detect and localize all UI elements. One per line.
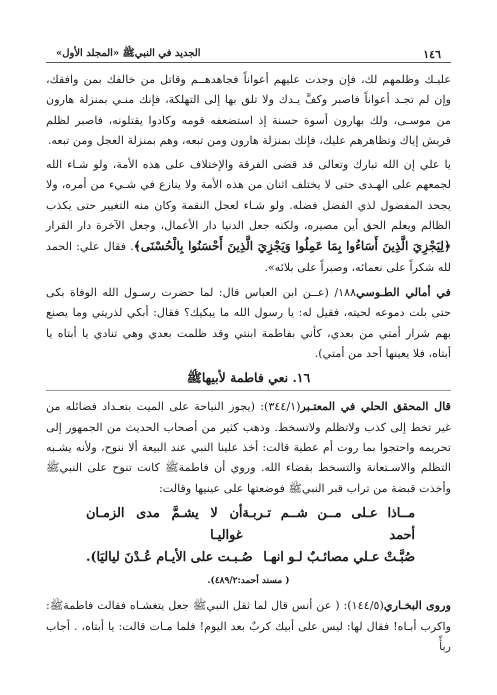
body-text [46, 70, 451, 661]
hemistich-1b: أن لا يشـمَّ مدى الزمـان غواليـا [86, 505, 243, 543]
paragraph-5 [46, 595, 451, 657]
source-bukhari: وروى البخـاري [383, 598, 451, 613]
hemistich-2b: صُـبـت على الأيـام عُـدْنَ لياليَا). [86, 549, 253, 565]
header-rule [46, 62, 451, 63]
paragraph-3-text: ١٨٨/ (عــن ابن العباس قال: لما حضرت رسـول الله الوفاة بكى حتى بلت دموعه لحيته، فقيل له: يا رسول الله ما يبكيك؟ فقال: أبكي لذريتي وما يصنع بهم شرار أمتي من بعدي، كأني بفاطمة ابنتي وقد ظلمت بعدي وهي تنادي يا أبتاه يا أبتاه، فلا يعينها أحد من أمتي). [46, 285, 451, 360]
verse-reference: ( مسند أحمد:٤٨٩/٢). [207, 575, 290, 586]
hemistich-2a: صُبَّـتْ عـلي مصائـبٌ لـو انهـا [263, 549, 415, 565]
source-muhaqqiq-hilli: قال المحقق الحلي في المعتـبر [300, 399, 451, 414]
section-title: ١٦. نعي فاطمة لأبيهاﷺ [186, 370, 311, 386]
source-amali-tusi: في أمالي الطـوسي [356, 284, 451, 299]
running-title: الجديد في النبيﷺ «المجلد الأول» [56, 48, 201, 59]
section-rule [46, 390, 451, 391]
paragraph-4-text: (٣٤٤/١): (يجوز النياحة على الميت بتعـداد فضائله من غير تخط إلى كذب ولاتظلم ولاتسخط. وذهب كثير من أصحاب الحديث من الجمهور إلى تحريمه واحتجوا بما روت أم عطية قالت: أخذ علينا النبي عند البيعة ألا ننوح، ولأنه يشـبه التظلم والاسـتعانة والتسخط بقضاء الله. وروي أن فاطمةﷺ كانت تنوح على النبيﷺ وأخذت قبضة من تراب قبر النبيﷺ فوضعتها على عينيها وقالت: [46, 400, 451, 495]
paragraph-2 [46, 155, 451, 278]
hemistich-1a: مــاذا عـلى مــن شــم تـربـة أحمد [242, 505, 415, 543]
paragraph-2-tail: . فقال علي: الحمد لله شكراً على نعمائه، وصبراً على بلائه». [46, 240, 451, 274]
poem-line-1 [46, 503, 451, 547]
poem-line-2 [46, 547, 451, 569]
paragraph-5-text: (١٤٤/٥): ( عن أنس قال لما ثقل النبيﷺ جعل يتغشـاه فقالت فاطمةﷺ: واكرب أبـاه! فقال لها: ليس على أبيك كربٌ بعد اليوم! فلما مـات قالت: يا أبتاه، . أجاب ربأً [46, 599, 451, 653]
paragraph-2-text: يا علي إن الله تبارك وتعالى قد قضى الفرقة والإختلاف على هذه الأمة، ولو شـاء الله لجمعهم على الهـدى حتى لا يختلف اثنان من هذه الأمة ولا ينازع في شـيء من أمره، ولا يجحد المفضول لذي الفضل فضله. ولو شـاء لعجل النقمة وكان منه التغيير حتى يكذب الظالم ويعلم الحق أين مصيره، ولكنه جعل الدنيا دار الأعمال، وجعل الآخرة دار القرار [46, 158, 451, 233]
page-number: ١٤٦ [423, 48, 441, 61]
page-header [56, 47, 441, 61]
paragraph-1: عليـك وظلمهم لك، فإن وجدت عليهم أعواناً فجاهدهــم وقاتل من خالفك بمن وافقك، وإن لم تجـد أعواناً فاصبر وكفَّ يـدك ولا تلق بها إلى التهلكة، فإنك منـي بمنزلة هارون من موسـى، ولك بهارون أسوة حسنة إذ استضعفه قومه وكادوا يقتلونه، فاصبر لظلم قريش إياك وتظاهرهم عليك، فإنك بمنزلة هارون ومن تبعه، وهم بمنزلة العجل ومن تبعه. [46, 73, 451, 147]
paragraph-4 [46, 396, 451, 498]
quran-verse: ﴿لِيَجْزِيَ الَّذِينَ أَسَاءُوا بِمَا عَمِلُوا وَيَجْزِيَ الَّذِينَ أَحْسَنُوا بِالْحُسْنَى﴾ [133, 239, 451, 254]
paragraph-3 [46, 282, 451, 364]
